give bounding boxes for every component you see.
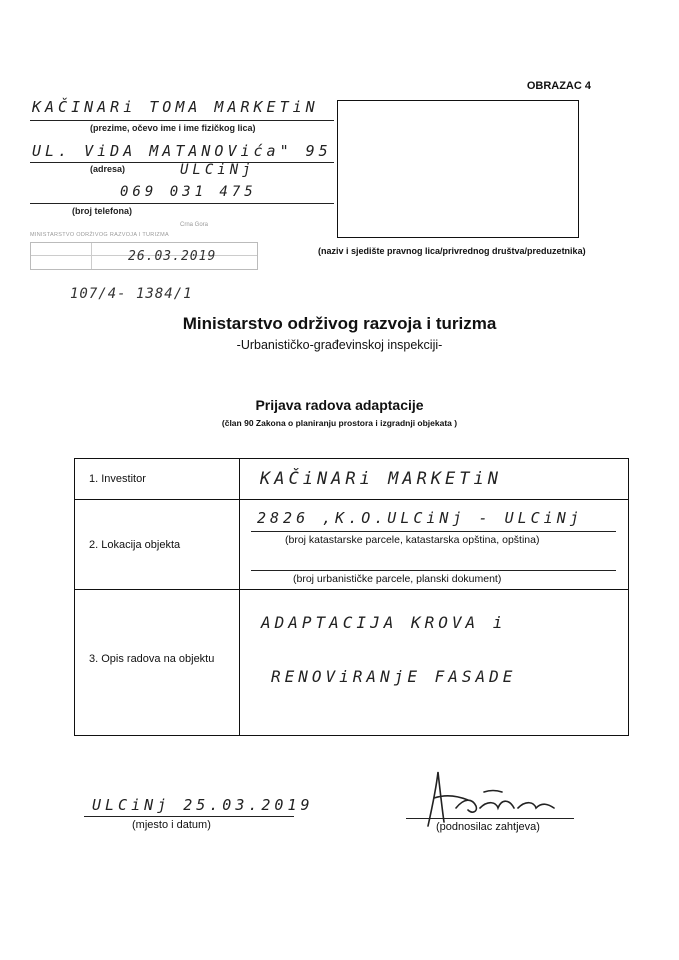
place-date-label: (mjesto i datum) bbox=[132, 819, 211, 831]
applicant-name-value: KAČINARi TOMA MARKETiN bbox=[32, 98, 319, 116]
row-lokacija-caption-1: (broj katastarske parcele, katastarska opština, opština) bbox=[285, 534, 540, 546]
row-lokacija-caption-2: (broj urbanističke parcele, planski dokument) bbox=[293, 573, 502, 585]
row-lokacija-label: 2. Lokacija objekta bbox=[89, 539, 181, 551]
registration-stamp bbox=[30, 222, 258, 310]
applicant-phone-line bbox=[30, 203, 334, 204]
ministry-title: Ministarstvo održivog razvoja i turizma bbox=[182, 314, 497, 333]
stamp-reference: 107/4- 1384/1 bbox=[70, 286, 193, 302]
row-investitor-label: 1. Investitor bbox=[89, 473, 146, 485]
row-lokacija-value: 2826 ,K.O.ULCiNj - ULCiNj bbox=[257, 509, 583, 527]
row-lokacija-line-2 bbox=[251, 570, 616, 571]
applicant-address-value: UL. ViDA MATANOVića" 95 bbox=[32, 142, 332, 160]
row-opis-value-line1: ADAPTACIJA KROVA i bbox=[261, 613, 507, 632]
stamp-header: Crna Gora bbox=[180, 222, 209, 228]
signature-label: (podnosilac zahtjeva) bbox=[436, 821, 540, 833]
applicant-address-label: (adresa) bbox=[90, 164, 126, 174]
signature-line bbox=[406, 818, 574, 819]
row-opis-label: 3. Opis radova na objektu bbox=[89, 653, 215, 665]
place-date-line bbox=[84, 816, 294, 817]
table-row-divider bbox=[75, 589, 628, 590]
form-number: OBRAZAC 4 bbox=[526, 80, 591, 92]
table-row-divider bbox=[75, 499, 628, 500]
applicant-name-line bbox=[30, 120, 334, 121]
applicant-phone-label: (broj telefona) bbox=[72, 206, 132, 216]
form-table bbox=[74, 458, 629, 736]
applicant-name-label: (prezime, očevo ime i ime fizičkog lica) bbox=[90, 123, 256, 133]
document-subtitle: (član 90 Zakona o planiranju prostora i izgradnji objekata ) bbox=[221, 418, 458, 428]
table-column-divider bbox=[239, 459, 240, 735]
document-title: Prijava radova adaptacije bbox=[255, 397, 424, 413]
stamp-ministry: MINISTARSTVO ODRŽIVOG RAZVOJA I TURIZMA bbox=[30, 232, 169, 238]
stamp-date: 26.03.2019 bbox=[128, 249, 217, 264]
row-investitor-value: KAČiNARi MARKETiN bbox=[260, 469, 502, 489]
row-opis-value-line2: RENOViRANjE FASADE bbox=[271, 667, 517, 686]
place-date-value: ULCiNj 25.03.2019 bbox=[92, 796, 314, 814]
applicant-address-city: ULCiNj bbox=[180, 162, 255, 178]
applicant-phone-value: 069 031 475 bbox=[120, 184, 257, 200]
entity-box bbox=[337, 100, 579, 238]
row-lokacija-line-1 bbox=[251, 531, 616, 532]
entity-label: (naziv i sjedište pravnog lica/privrednog društva/preduzetnika) bbox=[318, 246, 586, 256]
ministry-subtitle: -Urbanističko-građevinskoj inspekciji- bbox=[236, 338, 443, 352]
